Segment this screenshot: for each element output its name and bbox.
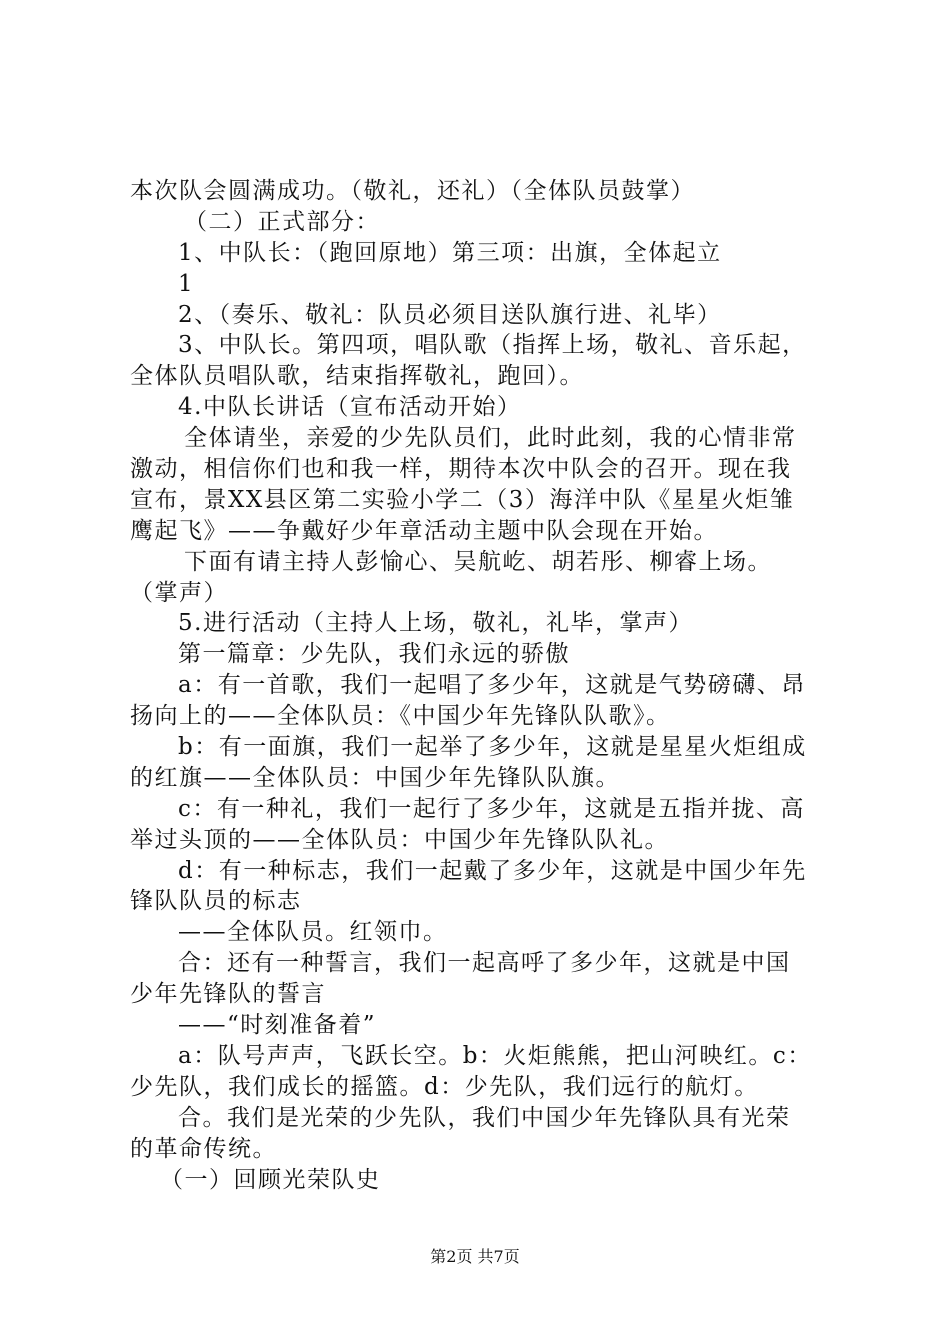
text-line: 举过头顶的——全体队员：中国少年先锋队队礼。 xyxy=(130,826,669,853)
text-line: a：队号声声，飞跃长空。b：火炬熊熊，把山河映红。c： xyxy=(178,1042,812,1069)
text-line: 4.中队长讲话（宣布活动开始） xyxy=(178,394,522,421)
text-line: 锋队队员的标志 xyxy=(130,888,302,915)
text-line: 的革命传统。 xyxy=(130,1135,277,1162)
text-line: 第一篇章：少先队，我们永远的骄傲 xyxy=(178,641,570,668)
text-line: 少先队，我们成长的摇篮。d：少先队，我们远行的航灯。 xyxy=(130,1073,759,1100)
text-line: 合。我们是光荣的少先队，我们中国少年先锋队具有光荣 xyxy=(178,1104,791,1131)
text-line: 下面有请主持人彭愉心、吴航屹、胡若彤、柳睿上场。 xyxy=(184,548,772,575)
page-footer: 第2页 共7页 xyxy=(430,1247,520,1266)
text-line: 少年先锋队的誓言 xyxy=(130,981,326,1008)
text-line: d：有一种标志，我们一起戴了多少年，这就是中国少年先 xyxy=(178,857,807,884)
text-line: 5.进行活动（主持人上场，敬礼，礼毕，掌声） xyxy=(178,610,693,637)
text-line: c：有一种礼，我们一起行了多少年，这就是五指并拢、高 xyxy=(178,795,805,822)
text-line: （二）正式部分： xyxy=(184,208,380,235)
text-line: ——“时刻准备着” xyxy=(178,1012,377,1039)
text-line: ——全体队员。红领巾。 xyxy=(178,919,448,946)
text-line: a：有一首歌，我们一起唱了多少年，这就是气势磅礴、昂 xyxy=(178,672,806,699)
text-line: 本次队会圆满成功。（敬礼，还礼）（全体队员鼓掌） xyxy=(130,178,695,204)
text-line: 激动，相信你们也和我一样，期待本次中队会的召开。现在我 xyxy=(130,456,792,483)
text-line: 1、中队长：（跑回原地）第三项：出旗，全体起立 xyxy=(178,239,722,266)
text-line: b：有一面旗，我们一起举了多少年，这就是星星火炬组成 xyxy=(178,734,807,761)
text-line: 合：还有一种誓言，我们一起高呼了多少年，这就是中国 xyxy=(178,950,791,977)
text-line: 全体请坐，亲爱的少先队员们，此时此刻，我的心情非常 xyxy=(184,425,797,452)
text-line: 宣布，景XX县区第二实验小学二（3）海洋中队《星星火炬雏 xyxy=(130,486,795,513)
text-line: 2、（奏乐、敬礼：队员必须目送队旗行进、礼毕） xyxy=(178,301,722,328)
text-line: 鹰起飞》——争戴好少年章活动主题中队会现在开始。 xyxy=(130,517,718,544)
document-body xyxy=(130,176,830,1195)
text-line: 3、中队长。第四项，唱队歌（指挥上场，敬礼、音乐起， xyxy=(178,332,807,359)
text-line: （一）回顾光荣队史 xyxy=(160,1166,381,1193)
text-line: 1 xyxy=(178,270,195,297)
text-line: 扬向上的——全体队员：《中国少年先锋队队歌》。 xyxy=(130,703,671,730)
text-line: 的红旗——全体队员：中国少年先锋队队旗。 xyxy=(130,764,620,791)
text-line: （掌声） xyxy=(130,579,228,606)
text-line: 全体队员唱队歌，结束指挥敬礼，跑回）。 xyxy=(130,363,584,390)
